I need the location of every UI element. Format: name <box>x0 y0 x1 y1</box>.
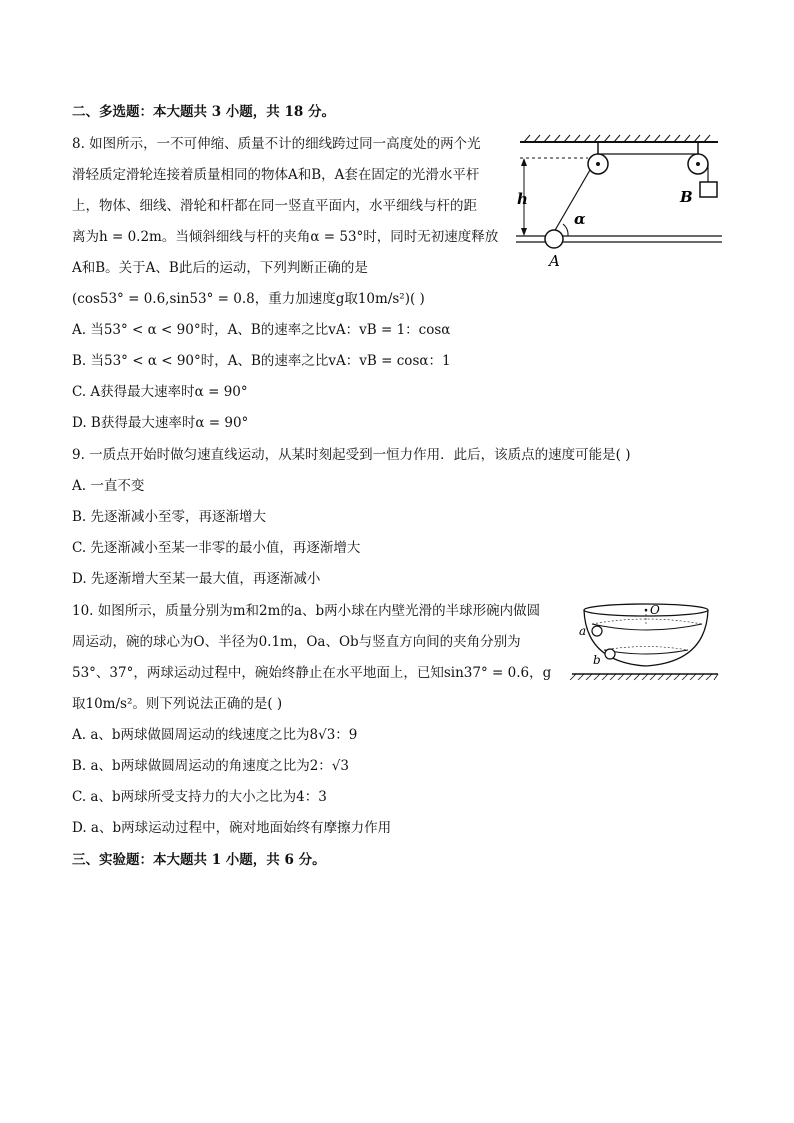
ball-a <box>592 626 602 636</box>
q10-figure <box>566 600 726 685</box>
q8-option-a: A. 当53° < α < 90°时，A、B的速率之比vA：vB = 1：cosα <box>72 322 451 338</box>
q9-option-b: B. 先逐渐减小至零，再逐渐增大 <box>72 509 267 525</box>
ball-b <box>605 649 615 659</box>
q10-option-b: B. a、b两球做圆周运动的角速度之比为2：√3 <box>72 758 349 774</box>
ceiling <box>520 135 718 142</box>
label-o: O <box>650 603 660 617</box>
q10-option-a: A. a、b两球做圆周运动的线速度之比为8√3：9 <box>72 727 358 743</box>
object-b <box>700 182 717 197</box>
q9-option-a: A. 一直不变 <box>72 478 145 494</box>
q9-option-d: D. 先逐渐增大至某一最大值，再逐渐减小 <box>72 571 321 587</box>
q10-line-1: 10. 如图所示，质量分别为m和2m的a、b两小球在内壁光滑的半球形碗内做圆 <box>72 603 541 619</box>
q10-line-2: 周运动，碗的球心为O、半径为0.1m，Oa、Ob与竖直方向间的夹角分别为 <box>72 634 521 650</box>
q8-line-1: 8. 如图所示，一不可伸缩、质量不计的细线跨过同一高度处的两个光 <box>72 136 481 152</box>
label-h: h <box>517 190 528 208</box>
label-ball-b: b <box>593 653 601 667</box>
q8-figure <box>512 132 727 272</box>
q8-line-5: A和B。关于A、B此后的运动，下列判断正确的是 <box>72 260 368 276</box>
label-a: A <box>549 252 560 270</box>
section3-header: 三、实验题：本大题共 1 小题，共 6 分。 <box>72 852 326 868</box>
q8-line-6: (cos53° = 0.6,sin53° = 0.8，重力加速度g取10m/s²)( ) <box>72 291 425 307</box>
q10-option-d: D. a、b两球运动过程中，碗对地面始终有摩擦力作用 <box>72 820 392 836</box>
q8-line-2: 滑轻质定滑轮连接着质量相同的物体A和B，A套在固定的光滑水平杆 <box>72 167 480 183</box>
section2-header: 二、多选题：本大题共 3 小题，共 18 分。 <box>72 104 335 120</box>
q8-line-3: 上，物体、细线、滑轮和杆都在同一竖直平面内，水平细线与杆的距 <box>72 198 477 214</box>
q10-line-4: 取10m/s²。则下列说法正确的是( ) <box>72 696 283 712</box>
object-a <box>545 230 563 248</box>
q9-stem: 9. 一质点开始时做匀速直线运动，从某时刻起受到一恒力作用．此后，该质点的速度可能是( ) <box>72 447 631 463</box>
q8-option-c: C. A获得最大速率时α = 90° <box>72 384 248 400</box>
label-ball-a: a <box>579 624 587 638</box>
label-b: B <box>680 188 693 206</box>
label-alpha: α <box>574 210 586 228</box>
q8-line-4: 离为h = 0.2m。当倾斜细线与杆的夹角α = 53°时，同时无初速度释放 <box>72 229 499 245</box>
q10-option-c: C. a、b两球所受支持力的大小之比为4：3 <box>72 789 327 805</box>
q8-option-b: B. 当53° < α < 90°时，A、B的速率之比vA：vB = cosα：1 <box>72 353 451 369</box>
q8-option-d: D. B获得最大速率时α = 90° <box>72 415 249 431</box>
q9-option-c: C. 先逐渐减小至某一非零的最小值，再逐渐增大 <box>72 540 361 556</box>
q10-line-3: 53°、37°，两球运动过程中，碗始终静止在水平地面上，已知sin37° = 0.6，g <box>72 665 552 681</box>
